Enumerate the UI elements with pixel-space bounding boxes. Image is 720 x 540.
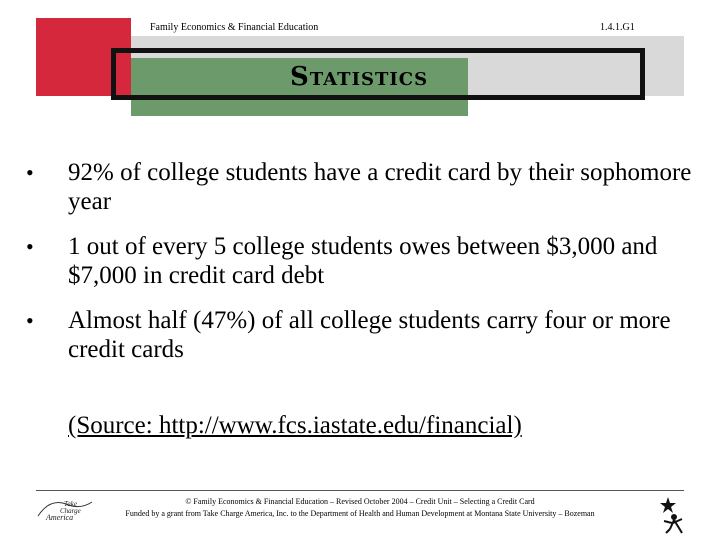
bullet-text: 1 out of every 5 college students owes between $3,000 and $7,000 in credit card debt — [68, 233, 658, 289]
bullet-icon: • — [26, 308, 34, 333]
bullet-icon: • — [26, 234, 34, 259]
logo-text-1: Take — [64, 500, 77, 508]
footer-line-2: Funded by a grant from Take Charge America, Inc. to the Department of Health and Human Development at Montana State University – Bozeman — [125, 509, 595, 518]
header-slide-code: 1.4.1.G1 — [600, 22, 635, 33]
logo-text-2: Charge — [60, 507, 81, 515]
bullet-text: Almost half (47%) of all college students carry four or more credit cards — [68, 307, 671, 363]
header-org-name: Family Economics & Financial Education — [150, 22, 319, 33]
bullet-item — [22, 232, 692, 290]
footer-divider — [36, 490, 684, 491]
bullet-text: 92% of college students have a credit card by their sophomore year — [68, 159, 692, 215]
msu-star-figure-icon — [652, 495, 686, 535]
bullet-item — [22, 158, 692, 216]
source-link[interactable]: (Source: http://www.fcs.iastate.edu/financial) — [68, 412, 522, 439]
footer — [36, 496, 684, 520]
footer-line-1: © Family Economics & Financial Education – Revised October 2004 – Credit Unit – Selecting a Credit Card — [185, 497, 535, 506]
bullet-icon: • — [26, 160, 34, 185]
slide-title: Statistics — [290, 62, 429, 92]
bullet-list — [22, 158, 692, 380]
bullet-item — [22, 306, 692, 364]
logo-text-3: America — [46, 513, 74, 522]
